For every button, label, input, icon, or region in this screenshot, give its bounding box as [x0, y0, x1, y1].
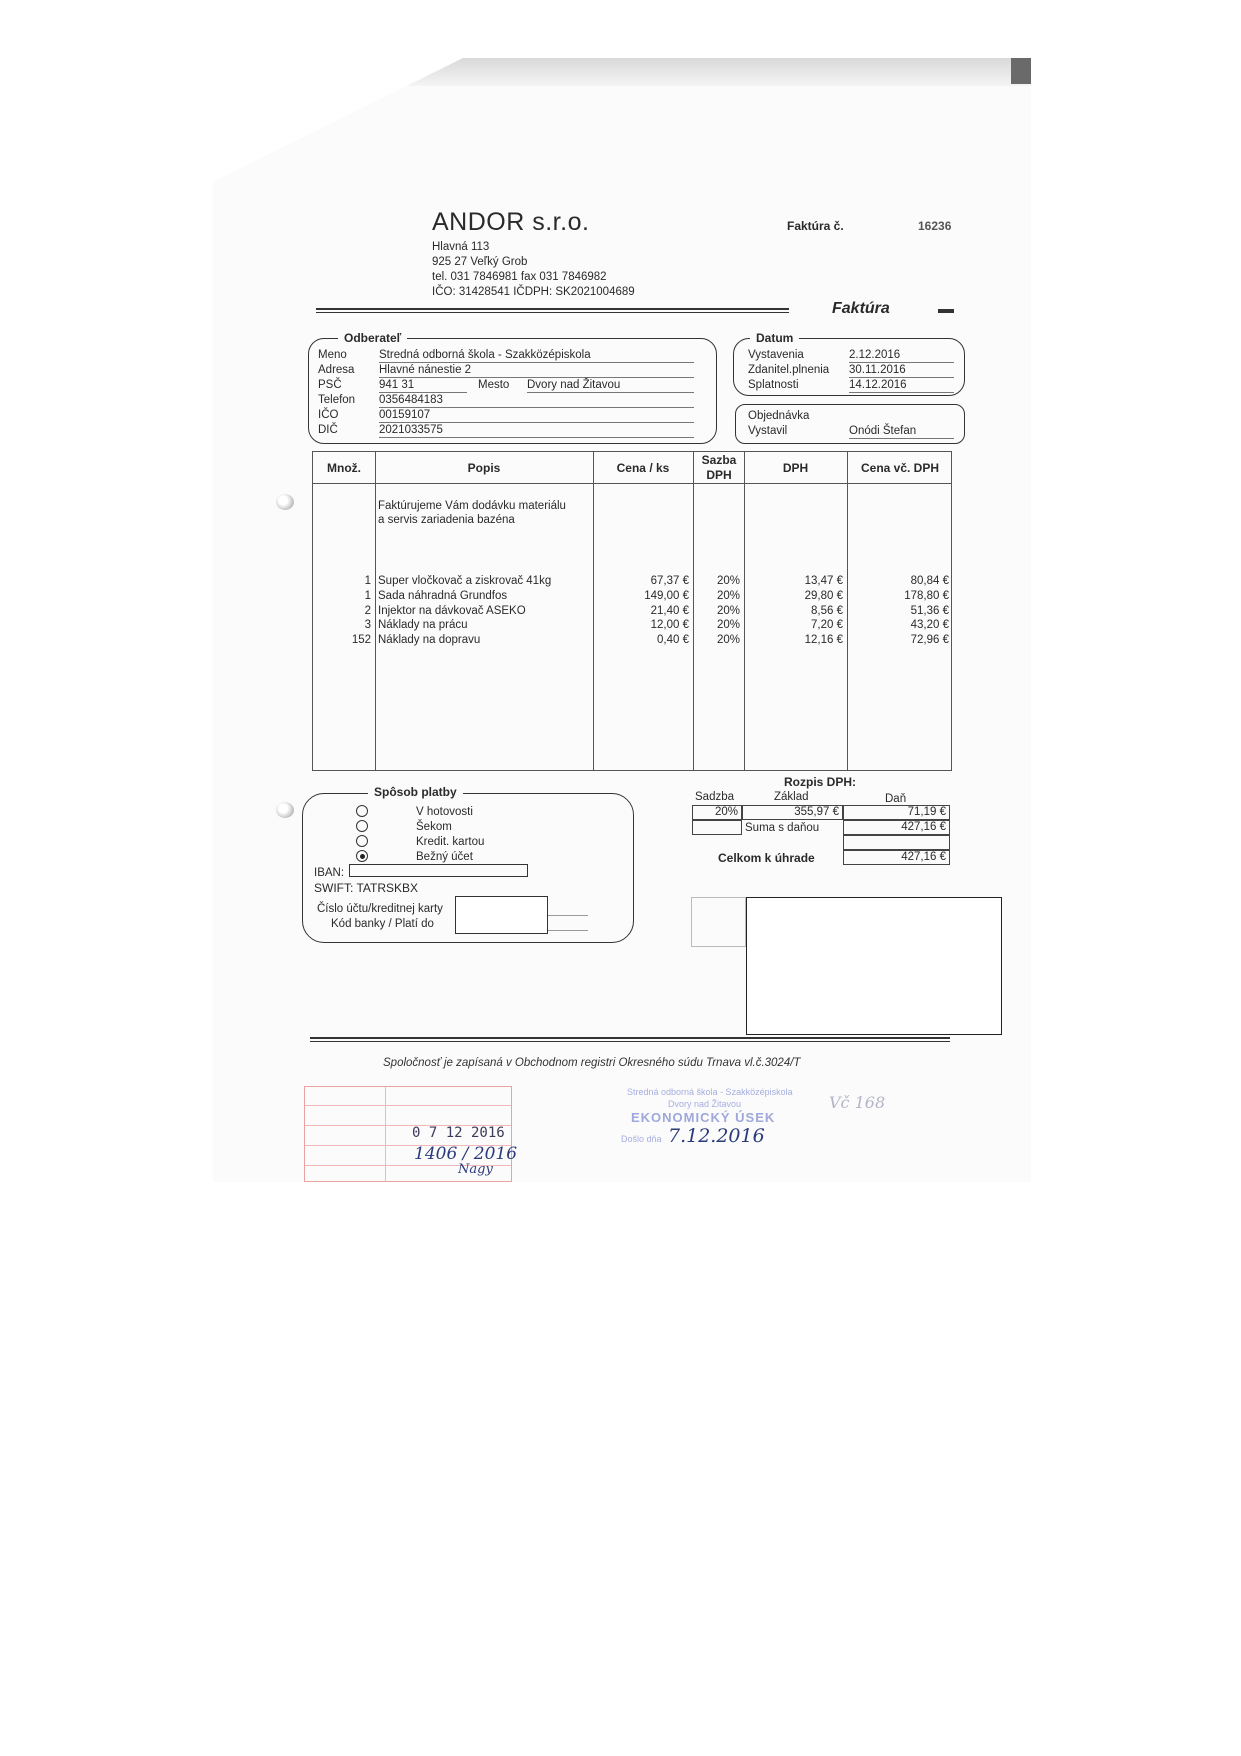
date-legend: Datum — [750, 331, 799, 345]
issued-by: Onódi Štefan — [849, 424, 954, 439]
header-rule — [316, 312, 789, 313]
delivered-label: Došlo dňa — [621, 1134, 662, 1144]
supplier-city: 925 27 Veľký Grob — [432, 256, 528, 268]
item-desc: Náklady na prácu — [378, 619, 468, 632]
handwritten-note: Vč 168 — [829, 1093, 886, 1112]
option-check: Šekom — [416, 821, 452, 833]
header-divider — [313, 483, 951, 484]
item-qty: 2 — [364, 604, 371, 617]
issued-date: 2.12.2016 — [849, 348, 954, 363]
iban-label: IBAN: — [314, 867, 345, 879]
field-line — [548, 930, 588, 931]
customer-dic: 2021033575 — [379, 423, 694, 438]
item-rate: 20% — [716, 589, 740, 602]
bank-label: Kód banky / Platí do — [331, 918, 434, 930]
vat-tax-label: Daň — [885, 793, 907, 805]
radio-cash[interactable] — [356, 805, 368, 817]
header-description: Popis — [467, 461, 501, 475]
title-mark — [938, 309, 954, 313]
account-label: Číslo účtu/kreditnej karty — [317, 903, 443, 915]
payment-legend: Spôsob platby — [368, 785, 463, 799]
column-divider — [375, 452, 376, 770]
order-label: Objednávka — [748, 410, 810, 422]
customer-legend: Odberateľ — [338, 331, 407, 345]
issued-label: Vystavenia — [748, 349, 804, 361]
stamp-line — [385, 1087, 386, 1181]
item-price: 21,40 € — [650, 604, 689, 617]
invoice-number: 16236 — [918, 219, 952, 233]
field-line — [548, 915, 588, 916]
redacted-signature-box — [746, 897, 1002, 1035]
items-table — [312, 451, 952, 771]
sum-with-tax-cell: 427,16 € — [843, 820, 950, 835]
footer-rule — [310, 1041, 950, 1042]
delivered-date: 7.12.2016 — [668, 1125, 765, 1147]
header-unit-price: Cena / ks — [616, 461, 670, 475]
supplier-phone-fax: tel. 031 7846981 fax 031 7846982 — [432, 271, 607, 283]
item-qty: 152 — [351, 634, 371, 647]
radio-check[interactable] — [356, 820, 368, 832]
header-qty: Množ. — [327, 461, 361, 475]
supplier-ids: IČO: 31428541 IČDPH: SK2021004689 — [432, 286, 635, 298]
school-stamp-line1: Stredná odborná škola - Szakközépiskola — [627, 1087, 793, 1097]
item-total: 178,80 € — [904, 589, 949, 602]
item-vat: 12,16 € — [804, 634, 843, 647]
vat-rate-label: Sadzba — [695, 791, 735, 803]
customer-name-label: Meno — [318, 349, 347, 361]
intro-line: a servis zariadenia bazéna — [378, 514, 515, 526]
empty-cell — [843, 835, 950, 850]
registry-note: Spoločnosť je zapísaná v Obchodnom registri Okresného súdu Trnava vl.č.3024/T — [383, 1057, 801, 1069]
invoice-title: Faktúra — [832, 300, 890, 317]
item-desc: Náklady na dopravu — [378, 634, 481, 647]
customer-address-label: Adresa — [318, 364, 355, 376]
empty-cell — [692, 820, 742, 835]
vat-rate-cell: 20% — [692, 805, 742, 820]
item-vat: 7,20 € — [811, 619, 843, 632]
item-desc: Super vločkovač a ziskrovač 41kg — [378, 575, 552, 587]
received-date: 0 7 12 2016 — [412, 1125, 505, 1141]
header-vat: DPH — [782, 461, 809, 475]
customer-phone: 0356484183 — [379, 393, 694, 408]
due-label: Splatnosti — [748, 379, 799, 391]
customer-zip: 941 31 — [379, 378, 467, 393]
item-price: 67,37 € — [650, 575, 689, 587]
customer-dic-label: DIČ — [318, 424, 338, 436]
item-vat: 13,47 € — [804, 575, 843, 587]
supplier-name: ANDOR s.r.o. — [432, 208, 590, 236]
item-price: 149,00 € — [644, 589, 689, 602]
customer-ico: 00159107 — [379, 408, 694, 423]
folded-corner — [213, 58, 463, 182]
punch-hole — [276, 802, 294, 818]
total-due-label: Celkom k úhrade — [718, 851, 815, 865]
sum-with-tax-label: Suma s daňou — [745, 822, 820, 834]
item-desc: Sada náhradná Grundfos — [378, 589, 508, 602]
scan-corner-shadow — [1011, 58, 1031, 84]
stamp-area-box — [691, 897, 746, 947]
invoice-number-label: Faktúra č. — [787, 219, 844, 233]
item-rate: 20% — [716, 575, 740, 587]
item-qty: 1 — [364, 589, 371, 602]
customer-city-label: Mesto — [478, 379, 510, 391]
option-card: Kredit. kartou — [416, 836, 485, 848]
item-rate: 20% — [716, 604, 740, 617]
school-stamp-line2: Dvory nad Žitavou — [668, 1099, 742, 1109]
customer-city: Dvory nad Žitavou — [527, 378, 694, 393]
option-bank-account: Bežný účet — [416, 851, 473, 863]
item-desc: Injektor na dávkovač ASEKO — [378, 604, 526, 617]
item-rate: 20% — [716, 619, 740, 632]
iban-redacted-box — [349, 864, 528, 877]
swift-code: SWIFT: TATRSKBX — [314, 881, 419, 895]
customer-ico-label: IČO — [318, 409, 339, 421]
department-stamp: EKONOMICKÝ ÚSEK — [631, 1110, 776, 1125]
intro-line: Faktúrujeme Vám dodávku materiálu — [378, 500, 566, 512]
stamp-signature: Nagy — [458, 1162, 493, 1177]
vat-base-label: Základ — [774, 791, 809, 803]
account-redacted-box — [455, 896, 548, 934]
customer-name: Stredná odborná škola - Szakközépiskola — [379, 348, 694, 363]
radio-card[interactable] — [356, 835, 368, 847]
header-rule — [316, 308, 789, 310]
issued-by-label: Vystavil — [748, 425, 788, 437]
stamp-line — [305, 1105, 511, 1106]
item-vat: 29,80 € — [804, 589, 843, 602]
item-rate: 20% — [716, 634, 740, 647]
item-qty: 3 — [364, 619, 371, 632]
vat-base-cell: 355,97 € — [742, 805, 843, 820]
customer-address: Hlavné nánestie 2 — [379, 363, 694, 378]
radio-bank-account[interactable] — [356, 850, 368, 862]
registration-number: 1406 / 2016 — [414, 1144, 518, 1164]
item-qty: 1 — [364, 575, 371, 587]
item-total: 43,20 € — [910, 619, 949, 632]
item-total: 51,36 € — [910, 604, 949, 617]
header-total: Cena vč. DPH — [860, 461, 940, 475]
item-price: 0,40 € — [657, 634, 689, 647]
taxable-date: 30.11.2016 — [849, 363, 954, 378]
vat-summary-title: Rozpis DPH: — [784, 775, 856, 789]
customer-zip-label: PSČ — [318, 379, 342, 391]
punch-hole — [276, 494, 294, 510]
item-total: 72,96 € — [910, 634, 949, 647]
item-vat: 8,56 € — [811, 604, 843, 617]
customer-phone-label: Telefon — [318, 394, 356, 406]
vat-tax-cell: 71,19 € — [843, 805, 950, 820]
footer-rule — [310, 1037, 950, 1039]
option-cash: V hotovosti — [416, 806, 473, 818]
item-price: 12,00 € — [650, 619, 689, 632]
due-date: 14.12.2016 — [849, 378, 954, 393]
header-vat-rate: Sazba DPH — [701, 453, 737, 482]
item-total: 80,84 € — [910, 575, 949, 587]
taxable-label: Zdanitel.plnenia — [748, 364, 830, 376]
supplier-street: Hlavná 113 — [432, 241, 490, 253]
total-due-cell: 427,16 € — [843, 850, 950, 865]
